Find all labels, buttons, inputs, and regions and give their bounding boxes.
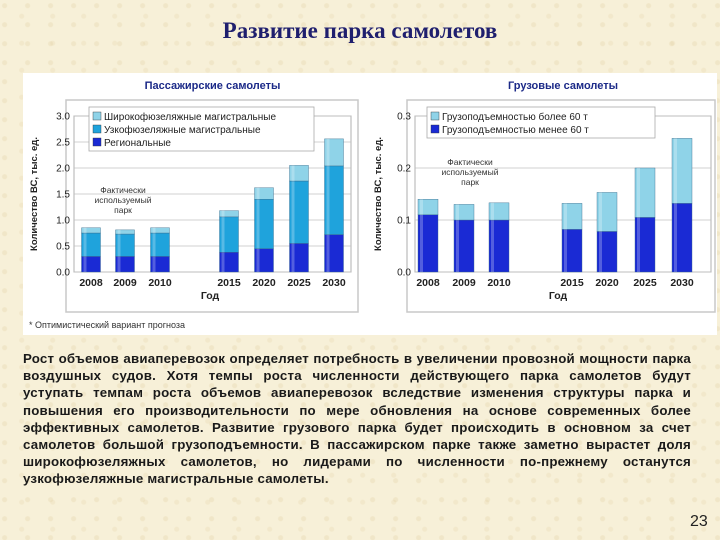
- x-tick-label: 2008: [416, 277, 440, 289]
- bar-highlight: [637, 217, 640, 272]
- bar-highlight: [491, 203, 494, 220]
- bar-highlight: [674, 203, 677, 272]
- bar-highlight: [599, 192, 602, 231]
- x-tick-label: 2008: [79, 277, 103, 289]
- chart-title: Грузовые самолеты: [507, 80, 619, 92]
- x-tick-label: 2020: [252, 277, 276, 289]
- bar-highlight: [292, 243, 295, 272]
- legend-swatch: [431, 112, 439, 120]
- x-axis-label: Год: [200, 290, 220, 302]
- legend-swatch: [93, 112, 101, 120]
- x-tick-label: 2025: [633, 277, 657, 289]
- y-tick-label: 0.5: [56, 241, 70, 253]
- bar-highlight: [420, 199, 423, 215]
- annotation: Фактически используемый парк: [94, 185, 152, 215]
- bar-highlight: [327, 139, 330, 166]
- x-tick-label: 2009: [113, 277, 137, 289]
- bar-highlight: [153, 256, 156, 272]
- y-axis-label: Количество ВС, тыс. ед.: [373, 137, 384, 251]
- chart-title: Пассажирские самолеты: [144, 80, 281, 92]
- y-tick-label: 1.0: [56, 215, 70, 227]
- bar-highlight: [153, 228, 156, 233]
- passenger-chart: [23, 73, 363, 318]
- bar-highlight: [222, 211, 225, 217]
- x-tick-label: 2009: [452, 277, 476, 289]
- y-tick-label: 1.5: [56, 189, 70, 201]
- x-tick-label: 2015: [560, 277, 584, 289]
- bar-highlight: [564, 203, 567, 229]
- bar-highlight: [599, 231, 602, 272]
- footnote: * Оптимистический вариант прогноза: [29, 320, 186, 330]
- y-tick-label: 2.0: [56, 163, 70, 175]
- bar-highlight: [491, 220, 494, 272]
- charts-figure: [23, 73, 717, 335]
- y-tick-label: 0.0: [56, 267, 70, 279]
- bar-highlight: [674, 138, 677, 203]
- legend-swatch: [431, 125, 439, 133]
- bar-highlight: [456, 220, 459, 272]
- body-paragraph: Рост объемов авиаперевозок определяет потребность в увеличении провозной мощности парка воздушных судов. Хотя темпы роста численности действующего парка самолетов будут уступать темпам роста объемов авиаперевозок вследствие изменения структуры парка и повышения его производительности по мере обновления на основе современных более эффективных самолетов. Развитие грузового парка будет происходить в основном за счет самолетов большой грузоподъемности. В пассажирском парке также заметно вырастет доля широкофюзеляжных самолетов, но лидерами по численности по-прежнему останутся узкофюзеляжные магистральные самолеты.: [23, 351, 691, 487]
- x-tick-label: 2010: [487, 277, 511, 289]
- bar-highlight: [84, 256, 87, 272]
- x-tick-label: 2030: [670, 277, 694, 289]
- bar-highlight: [257, 199, 260, 248]
- bar-highlight: [257, 188, 260, 199]
- bar-highlight: [118, 256, 121, 272]
- x-axis-label: Год: [548, 290, 568, 302]
- x-tick-label: 2010: [148, 277, 172, 289]
- legend-entry: Широкофюзеляжные магистральные: [104, 112, 277, 123]
- x-tick-label: 2030: [322, 277, 346, 289]
- bar-highlight: [153, 233, 156, 256]
- cargo-chart: [367, 73, 717, 318]
- bar-highlight: [420, 215, 423, 272]
- y-tick-label: 0.1: [397, 215, 411, 227]
- annotation: Фактически используемый парк: [441, 157, 499, 187]
- x-tick-label: 2025: [287, 277, 311, 289]
- legend-entry: Узкофюзеляжные магистральные: [104, 125, 261, 136]
- y-axis-label: Количество ВС, тыс. ед.: [29, 137, 40, 251]
- bar-highlight: [84, 228, 87, 233]
- bar-highlight: [637, 168, 640, 217]
- bar-highlight: [118, 234, 121, 256]
- bar-highlight: [292, 181, 295, 243]
- y-tick-label: 0.2: [397, 163, 411, 175]
- bar-highlight: [327, 166, 330, 235]
- y-tick-label: 2.5: [56, 137, 70, 149]
- page-number: 23: [690, 513, 708, 530]
- y-tick-label: 0.0: [397, 267, 411, 279]
- x-tick-label: 2020: [595, 277, 619, 289]
- x-tick-label: 2015: [217, 277, 241, 289]
- y-tick-label: 3.0: [56, 111, 70, 123]
- y-tick-label: 0.3: [397, 111, 411, 123]
- legend-swatch: [93, 138, 101, 146]
- bar-highlight: [84, 233, 87, 256]
- bar-highlight: [222, 252, 225, 272]
- bar-highlight: [327, 235, 330, 272]
- bar-highlight: [118, 230, 121, 234]
- bar-highlight: [564, 229, 567, 272]
- legend-entry: Грузоподъемностью более 60 т: [442, 112, 588, 123]
- bar-highlight: [456, 204, 459, 220]
- slide-title: Развитие парка самолетов: [222, 18, 498, 43]
- bar-highlight: [257, 249, 260, 272]
- bar-highlight: [222, 217, 225, 252]
- legend-swatch: [93, 125, 101, 133]
- bar-highlight: [292, 165, 295, 181]
- legend-entry: Грузоподъемностью менее 60 т: [442, 125, 589, 136]
- legend-entry: Региональные: [104, 138, 171, 149]
